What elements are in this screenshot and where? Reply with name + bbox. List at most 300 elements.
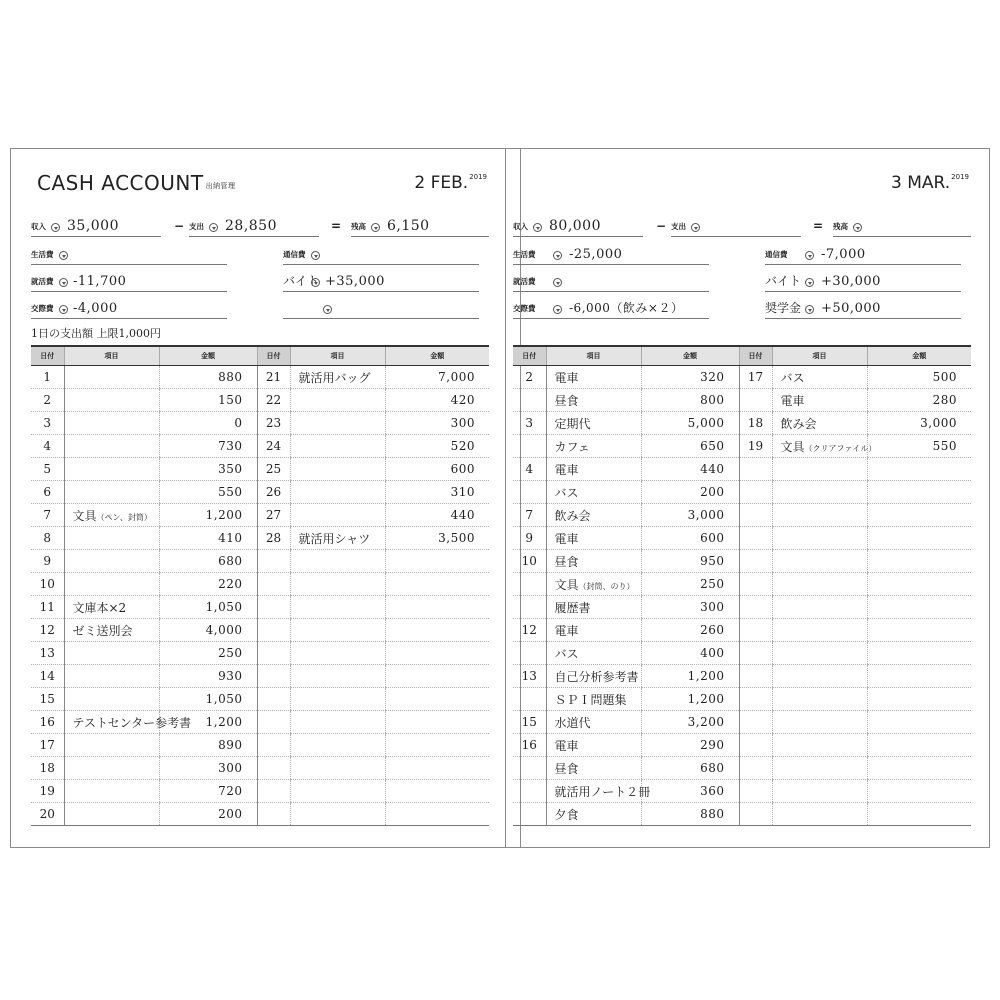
cell-item <box>772 366 867 389</box>
cell-item <box>290 504 385 527</box>
cell-date <box>257 665 290 688</box>
cell-date <box>739 711 772 734</box>
cell-date-text: 4 <box>43 439 52 453</box>
cell-date-text: 19 <box>39 784 55 798</box>
cell-item <box>546 389 641 412</box>
ledger-table <box>31 345 489 826</box>
cell-date <box>739 481 772 504</box>
cell-item <box>546 596 641 619</box>
cell-item-text: 文具 <box>554 577 579 592</box>
cell-amount <box>867 458 971 481</box>
cell-amount-text: 250 <box>218 646 243 660</box>
summary-row <box>513 216 971 236</box>
arrow-circle-icon <box>51 223 60 232</box>
cell-amount <box>867 803 971 826</box>
cell-amount <box>867 711 971 734</box>
cell-item <box>290 642 385 665</box>
cell-amount-text: 280 <box>932 393 957 407</box>
cell-amount <box>641 527 739 550</box>
cell-date-text: 7 <box>525 508 534 522</box>
cell-date <box>739 780 772 803</box>
cell-amount-text: 1,050 <box>205 692 243 706</box>
balance-value: 6,150 <box>387 218 430 234</box>
cell-date <box>31 596 64 619</box>
cell-date <box>513 527 546 550</box>
cell-date <box>31 481 64 504</box>
cell-amount <box>385 527 489 550</box>
table-row <box>513 435 971 458</box>
table-row <box>31 688 489 711</box>
cell-amount-text: 650 <box>700 439 725 453</box>
cell-amount-text: 500 <box>932 370 957 384</box>
cell-date-text: 13 <box>521 669 537 683</box>
cell-item-text: 電車 <box>554 462 579 477</box>
table-row <box>31 412 489 435</box>
cell-item <box>772 619 867 642</box>
cell-amount-text: 1,200 <box>205 715 243 729</box>
header-date: 日付 <box>513 346 546 366</box>
minus-sign: − <box>174 219 185 233</box>
cell-amount-text: 290 <box>700 738 725 752</box>
cell-amount-text: 5,000 <box>687 416 725 430</box>
table-row <box>513 504 971 527</box>
table-row <box>513 458 971 481</box>
cell-item-text: 就活用シャツ <box>298 531 371 546</box>
cell-item-text: ＳＰＩ問題集 <box>554 692 627 707</box>
category-field <box>765 271 961 292</box>
cell-amount <box>867 734 971 757</box>
cell-item <box>64 665 159 688</box>
cell-amount <box>159 803 257 826</box>
category-field <box>765 244 961 265</box>
cell-date-text: 22 <box>265 393 282 407</box>
expense-field <box>189 216 319 237</box>
cell-item <box>290 527 385 550</box>
header-amount: 金額 <box>867 346 971 366</box>
cell-date <box>257 504 290 527</box>
cell-amount <box>867 504 971 527</box>
cell-item <box>64 757 159 780</box>
cell-date <box>257 527 290 550</box>
cell-date <box>257 596 290 619</box>
table-row <box>31 734 489 757</box>
cell-amount-text: 300 <box>218 761 243 775</box>
cell-date <box>739 389 772 412</box>
table-row <box>31 665 489 688</box>
cell-amount-text: 600 <box>450 462 475 476</box>
table-row <box>513 412 971 435</box>
arrow-circle-icon <box>59 251 68 260</box>
cell-date <box>31 389 64 412</box>
category-value: -7,000 <box>821 247 866 262</box>
cell-amount <box>641 596 739 619</box>
cell-date <box>257 573 290 596</box>
header-item: 項目 <box>290 346 385 366</box>
cell-item <box>772 734 867 757</box>
income-label: 収入 <box>513 222 528 231</box>
month-label <box>414 173 487 193</box>
cell-item <box>772 389 867 412</box>
cell-item <box>290 780 385 803</box>
category-label: バイト <box>765 274 802 288</box>
cell-amount-text: 350 <box>218 462 243 476</box>
cell-amount-text: 320 <box>700 370 725 384</box>
cell-date <box>257 757 290 780</box>
notebook-spread <box>10 148 990 848</box>
category-label: 通信費 <box>765 250 788 259</box>
cell-date <box>257 412 290 435</box>
item-note: （封筒、のり） <box>578 581 635 591</box>
cell-date-text: 9 <box>525 531 534 545</box>
cell-item-text: カフェ <box>554 439 590 454</box>
table-row <box>31 527 489 550</box>
cell-amount <box>159 642 257 665</box>
cell-item <box>772 780 867 803</box>
cell-amount-text: 420 <box>450 393 475 407</box>
table-row <box>513 550 971 573</box>
cell-item <box>64 688 159 711</box>
expense-label: 支出 <box>189 222 204 231</box>
cell-date <box>513 573 546 596</box>
cell-item-text: 電車 <box>554 738 579 753</box>
cell-amount-text: 550 <box>932 439 957 453</box>
cell-date-text: 15 <box>39 692 55 706</box>
cell-date <box>31 527 64 550</box>
cell-date-text: 12 <box>521 623 537 637</box>
category-row <box>31 271 489 291</box>
cell-item <box>772 550 867 573</box>
category-label: 交際費 <box>31 304 54 313</box>
cell-item <box>772 757 867 780</box>
header-item: 項目 <box>64 346 159 366</box>
cell-item <box>546 757 641 780</box>
cell-amount <box>867 642 971 665</box>
cell-amount <box>159 527 257 550</box>
cell-date-text: 2 <box>525 370 534 384</box>
cell-amount <box>385 550 489 573</box>
cell-item <box>290 688 385 711</box>
ledger-header-row <box>31 346 489 366</box>
cell-amount <box>159 688 257 711</box>
cell-date <box>31 550 64 573</box>
cell-amount-text: 890 <box>218 738 243 752</box>
cell-item-text: 水道代 <box>554 715 591 730</box>
table-row <box>513 757 971 780</box>
cell-item <box>290 803 385 826</box>
table-row <box>31 458 489 481</box>
summary-row <box>31 216 489 236</box>
arrow-circle-icon <box>853 223 862 232</box>
cell-item <box>64 711 192 734</box>
table-row <box>513 481 971 504</box>
cell-item <box>64 780 159 803</box>
header-amount: 金額 <box>159 346 257 366</box>
expense-value: 28,850 <box>225 218 277 234</box>
cell-date <box>739 734 772 757</box>
cell-date <box>257 366 290 389</box>
arrow-circle-icon <box>323 305 332 314</box>
cell-amount <box>385 435 489 458</box>
cell-amount-text: 730 <box>218 439 243 453</box>
table-row <box>513 619 971 642</box>
cell-item <box>64 366 159 389</box>
category-field <box>765 298 961 319</box>
cell-item <box>64 573 159 596</box>
cell-date-text: 25 <box>265 462 282 476</box>
cell-amount <box>867 688 971 711</box>
year-text: 2019 <box>469 173 487 181</box>
cell-item <box>64 550 159 573</box>
cell-amount-text: 720 <box>218 784 243 798</box>
arrow-circle-icon <box>805 305 814 314</box>
title-subtitle: 出納管理 <box>205 182 236 190</box>
cell-amount <box>641 412 739 435</box>
cell-date <box>31 803 64 826</box>
cell-date <box>513 711 546 734</box>
cell-item <box>772 573 867 596</box>
cell-item-text: 履歴書 <box>554 600 591 615</box>
cell-amount <box>641 711 739 734</box>
arrow-circle-icon <box>691 223 700 232</box>
cell-date <box>739 573 772 596</box>
cell-item-text: 就活用バッグ <box>298 370 371 385</box>
cell-date <box>257 711 290 734</box>
cell-amount-text: 300 <box>700 600 725 614</box>
cell-date <box>31 711 64 734</box>
cell-amount-text: 880 <box>218 370 243 384</box>
cell-date-text: 5 <box>43 462 52 476</box>
cell-amount-text: 4,000 <box>205 623 243 637</box>
cell-item <box>546 366 641 389</box>
cell-amount-text: 410 <box>218 531 243 545</box>
table-row <box>31 596 489 619</box>
cell-date-text: 13 <box>39 646 55 660</box>
cell-date-text: 20 <box>39 807 55 821</box>
header-amount: 金額 <box>641 346 739 366</box>
cell-date-text: 10 <box>39 577 55 591</box>
cell-amount <box>159 389 257 412</box>
cell-date <box>31 642 64 665</box>
cell-item <box>772 435 877 458</box>
cell-item <box>64 803 159 826</box>
cell-date <box>31 435 64 458</box>
cell-amount-text: 250 <box>700 577 725 591</box>
cell-item <box>64 412 159 435</box>
cell-date-text: 18 <box>747 416 764 430</box>
category-label: 交際費 <box>513 304 536 313</box>
cell-amount-text: 440 <box>450 508 475 522</box>
expense-field <box>671 216 801 237</box>
cell-amount-text: 300 <box>450 416 475 430</box>
category-field <box>513 244 709 265</box>
cell-date <box>513 619 546 642</box>
cell-amount <box>159 573 257 596</box>
arrow-circle-icon <box>805 251 814 260</box>
cell-item <box>290 412 385 435</box>
cell-amount-text: 930 <box>218 669 243 683</box>
category-label: 就活費 <box>31 277 54 286</box>
category-value: +50,000 <box>821 301 881 316</box>
table-row <box>513 573 971 596</box>
cell-item <box>546 803 641 826</box>
ledger-header-row <box>513 346 971 366</box>
category-value: -4,000 <box>73 301 118 316</box>
cell-date <box>739 596 772 619</box>
cell-date <box>31 757 64 780</box>
cell-item <box>64 389 159 412</box>
cell-amount <box>867 596 971 619</box>
cell-amount <box>641 481 739 504</box>
category-label: 生活費 <box>31 250 54 259</box>
income-value: 35,000 <box>67 218 119 234</box>
arrow-circle-icon <box>533 223 542 232</box>
cell-amount-text: 260 <box>700 623 725 637</box>
cell-date-text: 10 <box>521 554 537 568</box>
equals-sign: = <box>813 219 824 233</box>
category-field <box>283 298 479 319</box>
cell-item <box>64 596 159 619</box>
table-row <box>31 389 489 412</box>
cell-date <box>257 458 290 481</box>
cell-amount <box>641 366 739 389</box>
cell-date <box>513 596 546 619</box>
cell-amount <box>385 780 489 803</box>
cell-item <box>64 481 159 504</box>
cell-amount <box>867 412 971 435</box>
arrow-circle-icon <box>805 278 814 287</box>
cell-item <box>290 573 385 596</box>
category-field <box>31 271 227 292</box>
cell-amount-text: 310 <box>450 485 475 499</box>
cell-date <box>31 619 64 642</box>
category-row <box>513 271 971 291</box>
cell-item <box>290 366 385 389</box>
cell-amount <box>867 550 971 573</box>
cell-date <box>739 412 772 435</box>
cell-amount <box>385 803 489 826</box>
cell-date <box>513 688 546 711</box>
cell-amount-text: 400 <box>700 646 725 660</box>
cell-item <box>772 412 867 435</box>
cell-item <box>772 527 867 550</box>
cell-date-text: 8 <box>43 531 52 545</box>
category-field <box>31 298 227 319</box>
minus-sign: − <box>656 219 667 233</box>
cell-item-text: バス <box>780 370 805 385</box>
cell-item <box>64 527 159 550</box>
cell-amount <box>159 734 257 757</box>
cell-amount-text: 1,200 <box>687 692 725 706</box>
category-row <box>31 244 489 264</box>
cell-date <box>513 389 546 412</box>
cell-item-text: バス <box>554 485 579 500</box>
right-page <box>513 149 971 847</box>
cell-amount <box>641 665 739 688</box>
category-value: -11,700 <box>73 274 127 289</box>
cell-item <box>546 504 641 527</box>
cell-amount-text: 880 <box>700 807 725 821</box>
cell-date <box>739 550 772 573</box>
cell-date-text: 17 <box>39 738 55 752</box>
cell-date <box>31 734 64 757</box>
header-item: 項目 <box>772 346 867 366</box>
table-row <box>31 642 489 665</box>
cell-amount <box>385 757 489 780</box>
cell-date-text: 23 <box>265 416 282 430</box>
cell-item <box>772 711 867 734</box>
cell-item <box>290 734 385 757</box>
cell-item <box>772 504 867 527</box>
category-row <box>513 298 971 318</box>
cell-date <box>739 803 772 826</box>
cell-amount <box>385 389 489 412</box>
cell-amount <box>867 573 971 596</box>
cell-amount <box>385 688 489 711</box>
cell-amount <box>641 389 739 412</box>
cell-amount <box>641 803 739 826</box>
cell-date <box>513 504 546 527</box>
cell-date-text: 27 <box>265 508 282 522</box>
category-row <box>513 244 971 264</box>
cell-amount <box>159 550 257 573</box>
income-field <box>513 216 643 237</box>
balance-field <box>351 216 489 237</box>
cell-item <box>290 711 385 734</box>
category-field <box>283 244 479 265</box>
cell-amount <box>159 412 257 435</box>
cell-amount-text: 7,000 <box>438 370 475 384</box>
cell-amount <box>159 596 257 619</box>
cell-amount <box>385 504 489 527</box>
table-row <box>31 366 489 389</box>
table-row <box>513 688 971 711</box>
table-row <box>31 803 489 826</box>
cell-date <box>31 504 64 527</box>
cell-item <box>546 527 641 550</box>
cell-amount <box>867 366 971 389</box>
cell-date-text: 4 <box>525 462 534 476</box>
cell-amount-text: 3,200 <box>687 715 725 729</box>
cell-amount-text: 200 <box>218 807 243 821</box>
cell-item-text: 就活用ノート２冊 <box>554 784 651 799</box>
table-row <box>513 711 971 734</box>
cell-date <box>31 665 64 688</box>
cell-date <box>257 688 290 711</box>
cell-date-text: 16 <box>39 715 55 729</box>
month-text: 3 MAR. <box>891 173 951 193</box>
cell-amount <box>385 596 489 619</box>
cell-item <box>64 435 159 458</box>
category-field <box>513 271 709 292</box>
cell-amount <box>641 504 739 527</box>
cell-item <box>546 734 641 757</box>
cell-amount <box>641 757 739 780</box>
table-row <box>31 550 489 573</box>
arrow-circle-icon <box>209 223 218 232</box>
cell-item <box>546 642 641 665</box>
cell-date <box>513 435 546 458</box>
category-field <box>31 244 227 265</box>
cell-item-text: 電車 <box>554 531 579 546</box>
cell-date <box>513 665 546 688</box>
cell-amount-text: 360 <box>700 784 725 798</box>
header-date: 日付 <box>31 346 64 366</box>
cell-date <box>257 803 290 826</box>
cell-date <box>31 780 64 803</box>
cell-item <box>290 389 385 412</box>
cell-item <box>64 504 159 527</box>
cell-date-text: 11 <box>39 600 55 614</box>
